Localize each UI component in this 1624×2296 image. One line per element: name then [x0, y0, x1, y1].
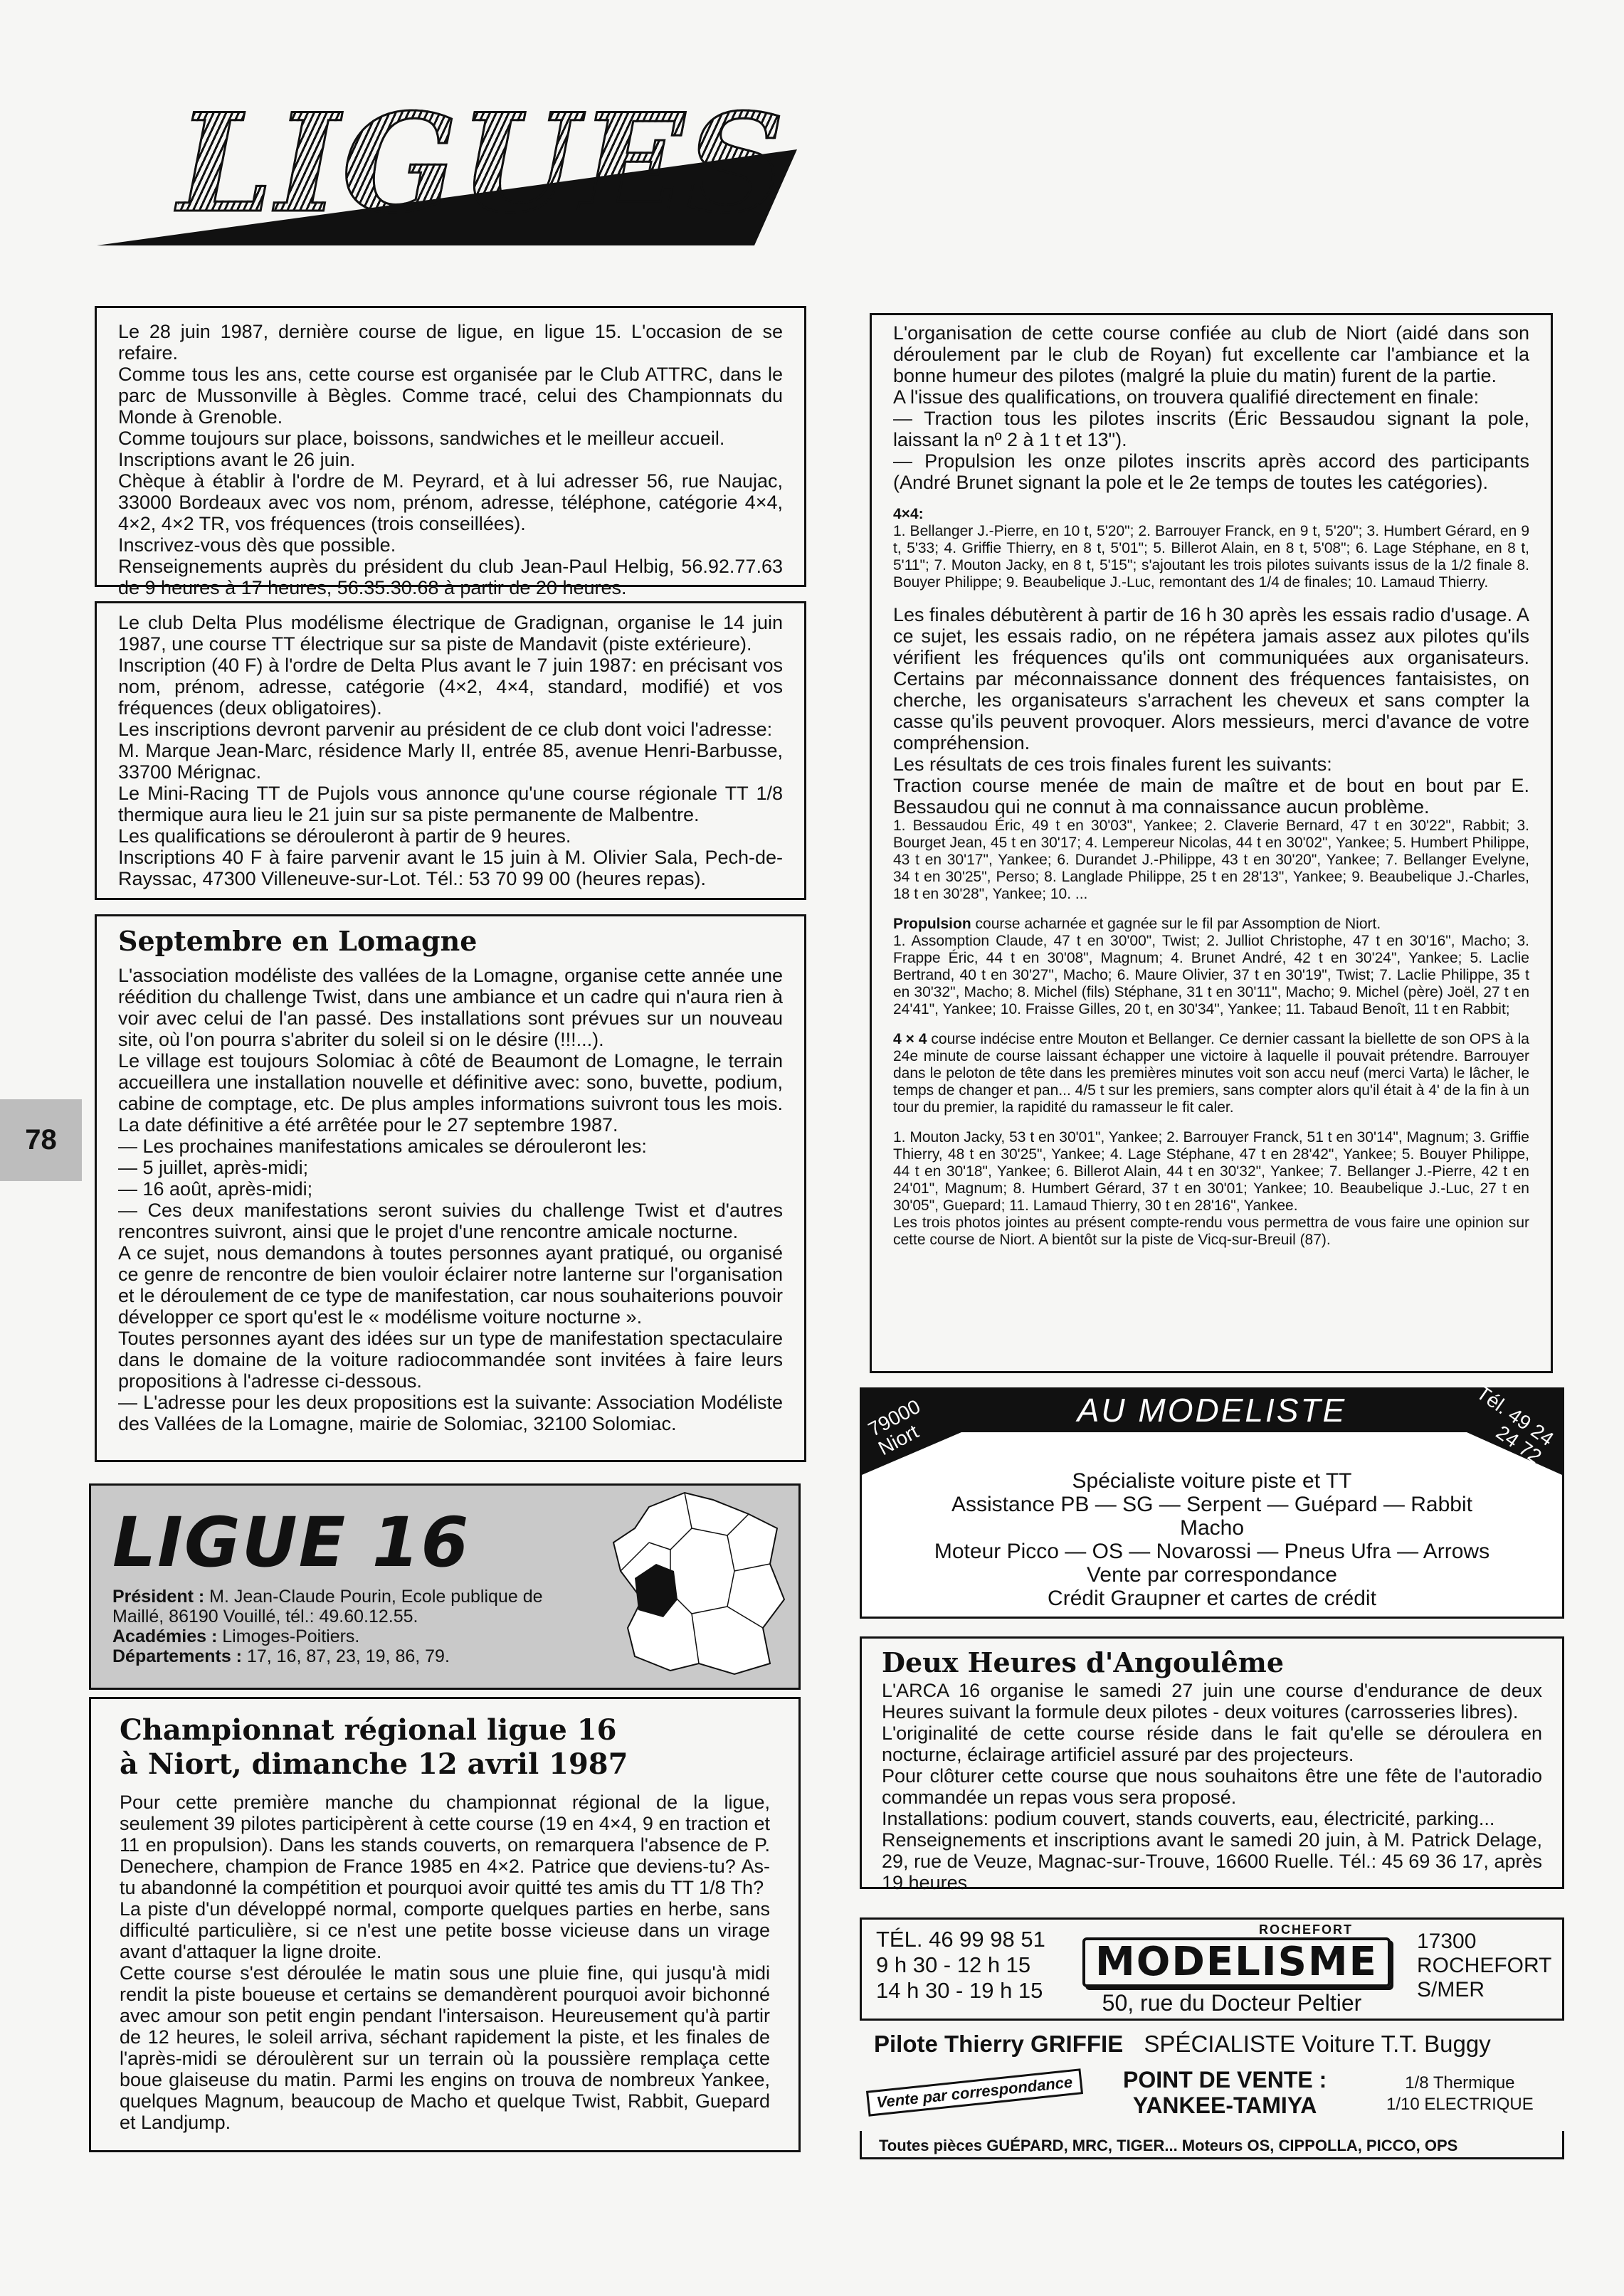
propulsion-section: [893, 916, 1529, 1018]
departements-value: 17, 16, 87, 23, 19, 86, 79.: [246, 1646, 450, 1666]
paragraph: L'association modéliste des vallées de la Lomagne, organise cette année une réédition du challenge Twist, dans une ambiance et un cadre qui n'aura rien à voir avec celui de l'an passé. Des installations sont prévues sur un nouveau site, où l'on pourra s'abriter du soleil si on le désire (!!!...).: [118, 965, 783, 1050]
championnat-article-box: [89, 1697, 801, 2152]
ad-line: Vente par correspondance: [1087, 1563, 1337, 1587]
paragraph: — Propulsion les onze pilotes inscrits après accord des participants (André Brunet signant la pole et le 2e temps de toutes les catégories).: [893, 450, 1529, 493]
rochefort-logo-top: ROCHEFORT: [1259, 1922, 1353, 1937]
lomagne-text: [118, 965, 783, 1434]
paragraph: Inscription (40 F) à l'ordre de Delta Plus avant le 7 juin 1987: en précisant vos nom, prénom, adresse, catégorie (4×2, 4×4, standard, modifié) et vos fréquences (deux obligatoires).: [118, 655, 783, 719]
closing-text: Les trois photos jointes au présent compte-rendu vous permettra de vous faire une opinion sur cette course de Niort. A bientôt sur la piste de Vicq-sur-Breuil (87).: [893, 1215, 1529, 1248]
paragraph: La piste d'un développé normal, comporte quelques parties en herbe, sans difficulté particulière, si ce n'est une petite bosse vicieuse dans un virage avant d'attaquer la ligne droite.: [120, 1898, 770, 1962]
paragraph: Installations: podium couvert, stands couverts, eau, électricité, parking...: [882, 1808, 1495, 1829]
qualif-4x4-heading: 4×4:: [893, 506, 924, 522]
rochefort-top-box: [860, 1917, 1564, 2021]
paragraph: L'organisation de cette course confiée au club de Niort (aidé dans son déroulement par le club de Royan) fut excellente car l'ambiance et la bonne humeur des pilotes (malgré la pluie du matin) furent de la partie.: [893, 322, 1529, 386]
delta-plus-announcement-box: [95, 601, 806, 900]
rochefort-address: 50, rue du Docteur Peltier: [1102, 1990, 1362, 2016]
paragraph: — L'adresse pour les deux propositions est la suivante: Association Modéliste des Vallées de la Lomagne, mairie de Solomiac, 32100 Solomiac.: [118, 1392, 783, 1434]
paragraph: Renseignements auprès du président du club Jean-Paul Helbig, 56.92.77.63 de 9 heures à 17 heures, 56.35.30.68 à partir de 20 heures.: [118, 556, 783, 598]
final-4x4-section: [893, 1031, 1529, 1249]
paragraph: Le Mini-Racing TT de Pujols vous annonce qu'une course régionale TT 1/8 thermique aura lieu le 21 juin sur sa piste permanente de Malbentre.: [118, 783, 783, 825]
delta-plus-text: [118, 612, 783, 889]
niort-results-box: [870, 313, 1553, 1373]
paragraph: Inscrivez-vous dès que possible.: [118, 534, 396, 556]
ad-line: Crédit Graupner et cartes de crédit: [1048, 1587, 1376, 1610]
propulsion-results: 1. Assomption Claude, 47 t en 30'00", Twist; 2. Julliot Christophe, 47 t en 30'16", Macho; 3. Frappe Éric, 44 t en 30'08", Magnum; 4. Brunet André, 42 t en 30'24", Yankee; 5. Laclie Bertrand, 40 t en 30'27", Macho; 6. Maure Olivier, 37 t en 30'19", Twist; 7. Laclie Philippe, 35 t en 30'32", Macho; 8. Michel (fils) Stéphane, 31 t en 30'11", Macho; 9. Michel (père) Joël, 27 t en 24'41", Yankee; 10. Fraisse Gilles, 20 t, en 30'34", Yankee; 11. Tabaud Benoît, 11 t en Rabbit;: [893, 933, 1529, 1017]
departements-label: Départements :: [112, 1646, 242, 1666]
angouleme-title: Deux Heures d'Angoulême: [882, 1646, 1285, 1678]
paragraph: Pour cette première manche du championnat régional de la ligue, seulement 39 pilotes participèrent à cette course (19 en 4×4, 9 en traction et 11 en propulsion). Dans les stands couverts, on remarquera l'absence de P. Denechere, champion de France 1985 en 4×2. Patrice que deviens-tu? As-tu abandonné la compétition et pourquoi avoir quitté tes amis du TT 1/8 Th?: [120, 1792, 770, 1898]
paragraph: — Les prochaines manifestations amicales se dérouleront les:: [118, 1136, 647, 1157]
ligue16-info-box: [89, 1483, 801, 1690]
president-value: M. Jean-Claude Pourin, Ecole publique de Maillé, 86190 Vouillé, tél.: 49.60.12.55.: [112, 1587, 543, 1626]
france-map-graphic: [606, 1486, 791, 1678]
paragraph: Les inscriptions devront parvenir au président de ce club dont voici l'adresse:: [118, 719, 773, 740]
angouleme-text: [882, 1680, 1542, 1893]
rochefort-pdv-brands: YANKEE-TAMIYA: [1132, 2093, 1317, 2118]
paragraph: L'ARCA 16 organise le samedi 27 juin une course d'endurance de deux Heures suivant la formule deux pilotes - deux voitures (carrosseries libres).: [882, 1680, 1542, 1723]
rochefort-pilot: Pilote Thierry GRIFFIE: [874, 2031, 1124, 2057]
paragraph: Inscriptions 40 F à faire parvenir avant le 15 juin à M. Olivier Sala, Pech-de-Rayssac, 47300 Villeneuve-sur-Lot. Tél.: 53 70 99 00 (heures repas).: [118, 847, 783, 889]
paragraph: Chèque à établir à l'ordre de M. Peyrard, et à lui adresser 56, rue Naujac, 33000 Bordeaux avec vos nom, prénom, adresse, téléphone, catégorie 4×4, 4×2, 4×2 TR, vos fréquences (trois conseillées).: [118, 470, 783, 534]
rochefort-scale: 1/10 ELECTRIQUE: [1386, 2095, 1534, 2114]
page-number-tab: [0, 1099, 82, 1181]
paragraph: Cette course s'est déroulée le matin sous une pluie fine, qui jusqu'à midi rendit la piste boueuse et certains se demandèrent pourquoi avoir bichonné avec amour son petit engin pendant l'intersaison. Heureusement qu'à partir de 12 heures, le soleil arriva, séchant rapidement la piste, et les finales de l'après-midi se déroulèrent sur un terrain où la poussière remplaça cette boue glaiseuse du matin. Parmi les engins on trouva de nombreux Yankee, quelques Magnum, beaucoup de Macho et quelque Twist, Rabbit, Guepard et Landjump.: [120, 1962, 770, 2133]
paragraph: — Traction tous les pilotes inscrits (Éric Bessaudou signant la pole, laissant la nº 2 à 1 t et 13").: [893, 408, 1529, 450]
paragraph: Comme tous les ans, cette course est organisée par le Club ATTRC, dans le parc de Mussonville à Bègles. Comme tracé, celui des Championnats du Monde à Grenoble.: [118, 364, 783, 428]
rochefort-stamp: Vente par correspondance: [866, 2068, 1083, 2116]
ligue16-details: [112, 1587, 582, 1666]
championnat-text: [120, 1792, 770, 2133]
rochefort-footer-bracket: [860, 2131, 1564, 2159]
rochefort-scale: 1/8 Thermique: [1405, 2073, 1515, 2093]
championnat-title-line: Championnat régional ligue 16: [120, 1713, 617, 1747]
final-4x4-text: course indécise entre Mouton et Bellanger. Ce dernier cassant la biellette de son OPS à la 24e minute de course laissant échapper une victoire à laquelle il pouvait prétendre. Barrouyer dans le peloton de tête dans les premières minutes voit son accu neuf (merci Varta) le lâcher, le temps de changer et pan... 4/5 t sur les premiers, sans compter alors qu'il était à 4' de la fin à un tour du premier, la rapidité du ramasseur le fit caler.: [893, 1031, 1529, 1116]
angouleme-article-box: [860, 1636, 1564, 1893]
finales-text: [893, 604, 1529, 818]
academies-label: Académies :: [112, 1626, 218, 1646]
ligue15-text: [118, 321, 783, 598]
rochefort-specialist: SPÉCIALISTE Voiture T.T. Buggy: [1144, 2031, 1491, 2057]
rochefort-city-suffix: S/MER: [1417, 1978, 1485, 2001]
ad-corner-right: Tél. 49 24 24 72: [1472, 1381, 1559, 1468]
rochefort-zip: 17300: [1417, 1930, 1477, 1953]
section-title: LIGUES: [178, 84, 788, 243]
rochefort-modelisme-ad: [860, 1917, 1564, 2167]
paragraph: — 16 août, après-midi;: [118, 1178, 313, 1200]
ad-shop-name: AU MODELISTE: [1077, 1392, 1347, 1429]
section-header: [93, 85, 804, 256]
ad-line: Spécialiste voiture piste et TT: [1072, 1469, 1352, 1493]
ad-line: Assistance PB — SG — Serpent — Guépard — Rabbit: [951, 1493, 1472, 1516]
qualif-4x4-results: 1. Bellanger J.-Pierre, en 10 t, 5'20"; 2. Barrouyer Franck, en 9 t, 5'20"; 3. Humbert Gérard, en 9 t, 5'33; 4. Griffie Thierry, en 8 t, 5'01"; 5. Billerot Alain, en 8 t, 5'08"; 6. Lage Stéphane, en 8 t, 5'11"; 7. Mouton Jacky, en 8 t, 5'15"; s'ajoutant les trois pilotes suivants issus de la 1/2 finale 8. Bouyer Philippe; 9. Beaubelique J.-Luc, remontant des 1/4 de finales; 10. Lamaud Thierry.: [893, 523, 1529, 591]
propulsion-intro: course acharnée et gagnée sur le fil par Assomption de Niort.: [975, 916, 1381, 932]
rochefort-scales: [1386, 2073, 1534, 2115]
page-number: 78: [25, 1124, 57, 1155]
lomagne-article-box: [95, 914, 806, 1462]
rochefort-pilot-line: [874, 2030, 1557, 2058]
paragraph: M. Marque Jean-Marc, résidence Marly II, entrée 85, avenue Henri-Barbusse, 33700 Mérignac.: [118, 740, 783, 783]
ad-corner-left: 79000 Niort: [864, 1395, 924, 1460]
paragraph: Le 28 juin 1987, dernière course de ligue, en ligue 15. L'occasion de se refaire.: [118, 321, 783, 364]
paragraph: A ce sujet, nous demandons à toutes personnes ayant pratiqué, ou organisé ce genre de rencontre de bien vouloir éclairer notre lanterne sur l'organisation et le déroulement de ce type de manifestation, car nous souhaiterions pouvoir développer ce sport qu'est le « modélisme voiture nocturne ».: [118, 1242, 783, 1328]
rochefort-logo: [1082, 1922, 1381, 2017]
rochefort-footer: Toutes pièces GUÉPARD, MRC, TIGER... Moteurs OS, CIPPOLLA, PICCO, OPS: [876, 2137, 1460, 2155]
au-modeliste-ad: [860, 1381, 1564, 1619]
championnat-title-line: à Niort, dimanche 12 avril 1987: [120, 1747, 628, 1781]
rochefort-city-name: ROCHEFORT: [1417, 1954, 1552, 1977]
rochefort-hours: 9 h 30 - 12 h 15: [876, 1952, 1031, 1977]
paragraph: Renseignements et inscriptions avant le samedi 20 juin, à M. Patrick Delage, 29, rue de Veuze, Magnac-sur-Trouve, 16600 Ruelle. Tél.: 45 69 36 17, après 19 heures.: [882, 1829, 1542, 1893]
final-4x4-heading: 4 × 4: [893, 1031, 927, 1047]
qualif-4x4: [893, 506, 1529, 591]
ad-line: Macho: [1179, 1516, 1245, 1540]
rochefort-point-de-vente: [1123, 2067, 1327, 2118]
rochefort-pdv-label: POINT DE VENTE :: [1123, 2067, 1327, 2093]
paragraph: Traction course menée de main de maître et de bout en bout par E. Bessaudou qui ne connut à ma connaissance aucun problème.: [893, 775, 1529, 818]
president-label: Président :: [112, 1587, 205, 1607]
ligue16-title: LIGUE 16: [112, 1503, 470, 1582]
paragraph: L'originalité de cette course réside dans le fait qu'elle se déroulera en nocturne, éclairage artificiel assuré par des projecteurs.: [882, 1723, 1542, 1765]
traction-results: 1. Bessaudou Éric, 49 t en 30'03", Yankee; 2. Claverie Bernard, 47 t en 30'22", Rabbit; 3. Bourget Jean, 45 t en 30'17; 4. Lempereur Nicolas, 44 t en 30'02", Yankee; 5. Humbert Philippe, 43 t en 30'17", Yankee; 6. Durandet J.-Philippe, 43 t en 30'20", Yankee; 7. Bellanger Evelyne, 34 t en 30'25", Perso; 8. Langlade Philippe, 25 t en 28'13", Yankee; 9. Beaubelique J.-Charles, 18 t en 30'28", Yankee; 10. ...: [893, 818, 1529, 902]
paragraph: Comme toujours sur place, boissons, sandwiches et le meilleur accueil.: [118, 428, 725, 449]
paragraph: Pour clôturer cette course que nous souhaitons être une fête de l'autoradio commandée un repas vous sera proposé.: [882, 1765, 1542, 1808]
ad-lines: [862, 1469, 1562, 1610]
niort-intro: [893, 322, 1529, 493]
paragraph: Toutes personnes ayant des idées sur un type de manifestation spectaculaire dans le domaine de la voiture radiocommandée sont invitées à faire leurs propositions à l'adresse ci-dessous.: [118, 1328, 783, 1392]
final-4x4-results: 1. Mouton Jacky, 53 t en 30'01", Yankee; 2. Barrouyer Franck, 51 t en 30'14", Magnum; 3. Griffie Thierry, 48 t en 30'25", Yankee; 4. Lage Stéphane, 47 t en 28'42", Yankee; 5. Bouyer Philippe, 44 t en 30'18", Yankee; 6. Billerot Alain, 44 t en 30'32", Yankee; 7. Bellanger J.-Pierre, 42 t en 24'01", Magnum; 8. Humbert Gérard, 37 t en 30'01; Yankee; 10. Beaubelique J.-Luc, 27 t en 30'05", Guepard; 11. Lamaud Thierry, 30 t en 28'16", Yankee.: [893, 1129, 1529, 1214]
paragraph: — 5 juillet, après-midi;: [118, 1157, 309, 1178]
ad-address: 30, rue Saint-Jean: [1114, 1431, 1309, 1456]
paragraph: A l'issue des qualifications, on trouvera qualifié directement en finale:: [893, 386, 1480, 408]
ad-line: Moteur Picco — OS — Novarossi — Pneus Ufra — Arrows: [934, 1540, 1490, 1563]
paragraph: Les qualifications se dérouleront à partir de 9 heures.: [118, 825, 571, 847]
paragraph: Le club Delta Plus modélisme électrique de Gradignan, organise le 14 juin 1987, une course TT électrique sur sa piste de Mandavit (piste extérieure).: [118, 612, 783, 655]
paragraph: Les résultats de ces trois finales furent les suivants:: [893, 753, 1332, 775]
propulsion-heading: Propulsion: [893, 916, 971, 932]
paragraph: Le village est toujours Solomiac à côté de Beaumont de Lomagne, le terrain accueillera une installation nouvelle et définitive avec: sono, buvette, podium, cabine de comptage, etc. De plus amples informations suivront tous les mois. La date définitive a été arrêtée pour le 27 septembre 1987.: [118, 1050, 783, 1136]
paragraph: Inscriptions avant le 26 juin.: [118, 449, 356, 470]
rochefort-hours: 14 h 30 - 19 h 15: [876, 1978, 1043, 2003]
paragraph: — Ces deux manifestations seront suivies du challenge Twist et d'autres rencontres suivront, ainsi que le projet d'une rencontre amicale nocturne.: [118, 1200, 783, 1242]
academies-value: Limoges-Poitiers.: [222, 1626, 360, 1646]
ligue15-announcement-box: [95, 306, 806, 598]
lomagne-title: Septembre en Lomagne: [118, 925, 478, 957]
rochefort-logo-main: MODELISME: [1082, 1937, 1391, 1987]
rochefort-city: [1417, 1930, 1551, 2002]
paragraph: Les finales débutèrent à partir de 16 h 30 après les essais radio d'usage. A ce sujet, les essais radio, on ne répétera jamais assez aux pilotes qu'ils vérifient les fréquences qu'ils ont communiquées aux organisateurs. Certains par méconnaissance donnent des fréquences fantaisistes, on cherche, les organisateurs s'arrachent les cheveux et sans compter la casse qu'ils peuvent provoquer. Alors messieurs, merci d'avance de votre compréhension.: [893, 604, 1529, 753]
rochefort-contact: [876, 1927, 1045, 2004]
championnat-title: [120, 1713, 770, 1782]
rochefort-tel: TÉL. 46 99 98 51: [876, 1927, 1045, 1952]
